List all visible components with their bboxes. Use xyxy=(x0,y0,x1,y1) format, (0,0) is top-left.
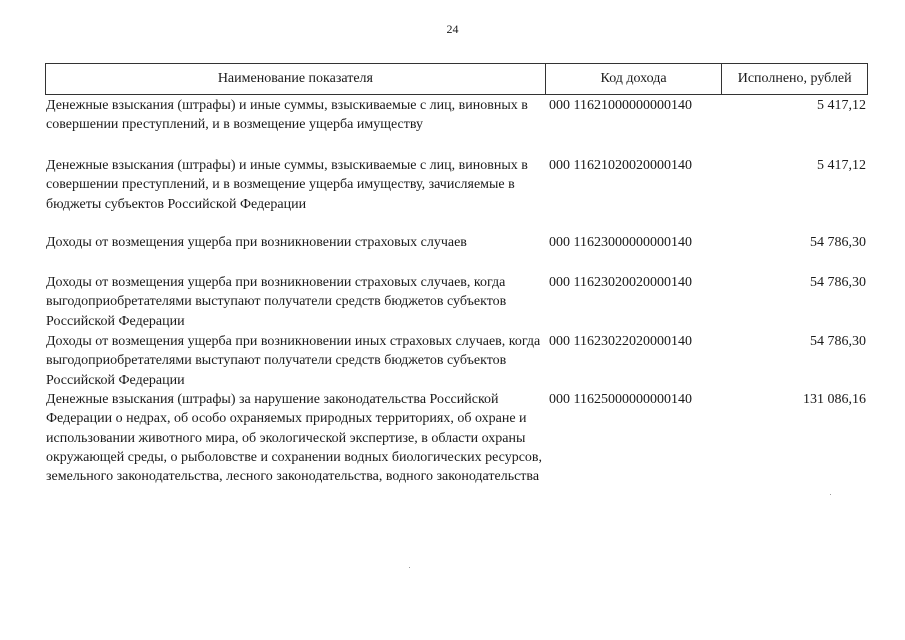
page-number: 24 xyxy=(446,22,459,36)
row-name: Доходы от возмещения ущерба при возникновении иных страховых случаев, когда выгодоприобретателями выступают получатели средств бюджетов субъектов Российской Федерации xyxy=(46,334,541,388)
revenue-table xyxy=(45,63,868,485)
row-amount: 54 786,30 xyxy=(810,334,866,349)
header-code: Код дохода xyxy=(545,64,722,94)
row-amount: 54 786,30 xyxy=(810,275,866,290)
row-code: 000 11621000000000140 xyxy=(549,98,692,113)
row-code: 000 11623020020000140 xyxy=(549,275,692,290)
row-name: Доходы от возмещения ущерба при возникновении страховых случаев xyxy=(46,235,467,250)
scan-speck xyxy=(830,494,831,495)
table-header xyxy=(45,63,868,95)
row-amount: 54 786,30 xyxy=(810,235,866,250)
header-amount: Исполнено, рублей xyxy=(721,64,867,94)
table-row xyxy=(45,332,868,390)
scan-speck xyxy=(409,567,410,568)
table-row xyxy=(45,233,868,252)
row-name: Денежные взыскания (штрафы) и иные суммы, взыскиваемые с лиц, виновных в совершении преступлений, и в возмещение ущерба имуществу xyxy=(46,98,528,133)
row-code: 000 11623000000000140 xyxy=(549,235,692,250)
row-name: Денежные взыскания (штрафы) и иные суммы, взыскиваемые с лиц, виновных в совершении преступлений, и в возмещение ущерба имуществу, зачисляемые в бюджеты субъектов Российской Федерации xyxy=(46,158,528,212)
row-amount: 5 417,12 xyxy=(817,158,866,173)
row-code: 000 11621020020000140 xyxy=(549,158,692,173)
row-code: 000 11623022020000140 xyxy=(549,334,692,349)
table-row xyxy=(45,273,868,331)
table-row xyxy=(45,156,868,214)
table-row xyxy=(45,96,868,135)
header-name: Наименование показателя xyxy=(217,71,373,86)
table-row xyxy=(45,390,868,486)
row-amount: 131 086,16 xyxy=(803,392,866,407)
row-name: Денежные взыскания (штрафы) за нарушение законодательства Российской Федерации о недрах, об особо охраняемых природных территориях, об охране и использовании животного мира, об экологической экспертизе, в области охраны окружающей среды, о рыболовстве и сохранении водных биологических ресурсов, земельного законодательства, лесного законодательства, водного законодательства xyxy=(46,392,543,485)
row-name: Доходы от возмещения ущерба при возникновении страховых случаев, когда выгодоприобретателями выступают получатели средств бюджетов субъектов Российской Федерации xyxy=(46,275,507,329)
row-code: 000 11625000000000140 xyxy=(549,392,692,407)
row-amount: 5 417,12 xyxy=(817,98,866,113)
